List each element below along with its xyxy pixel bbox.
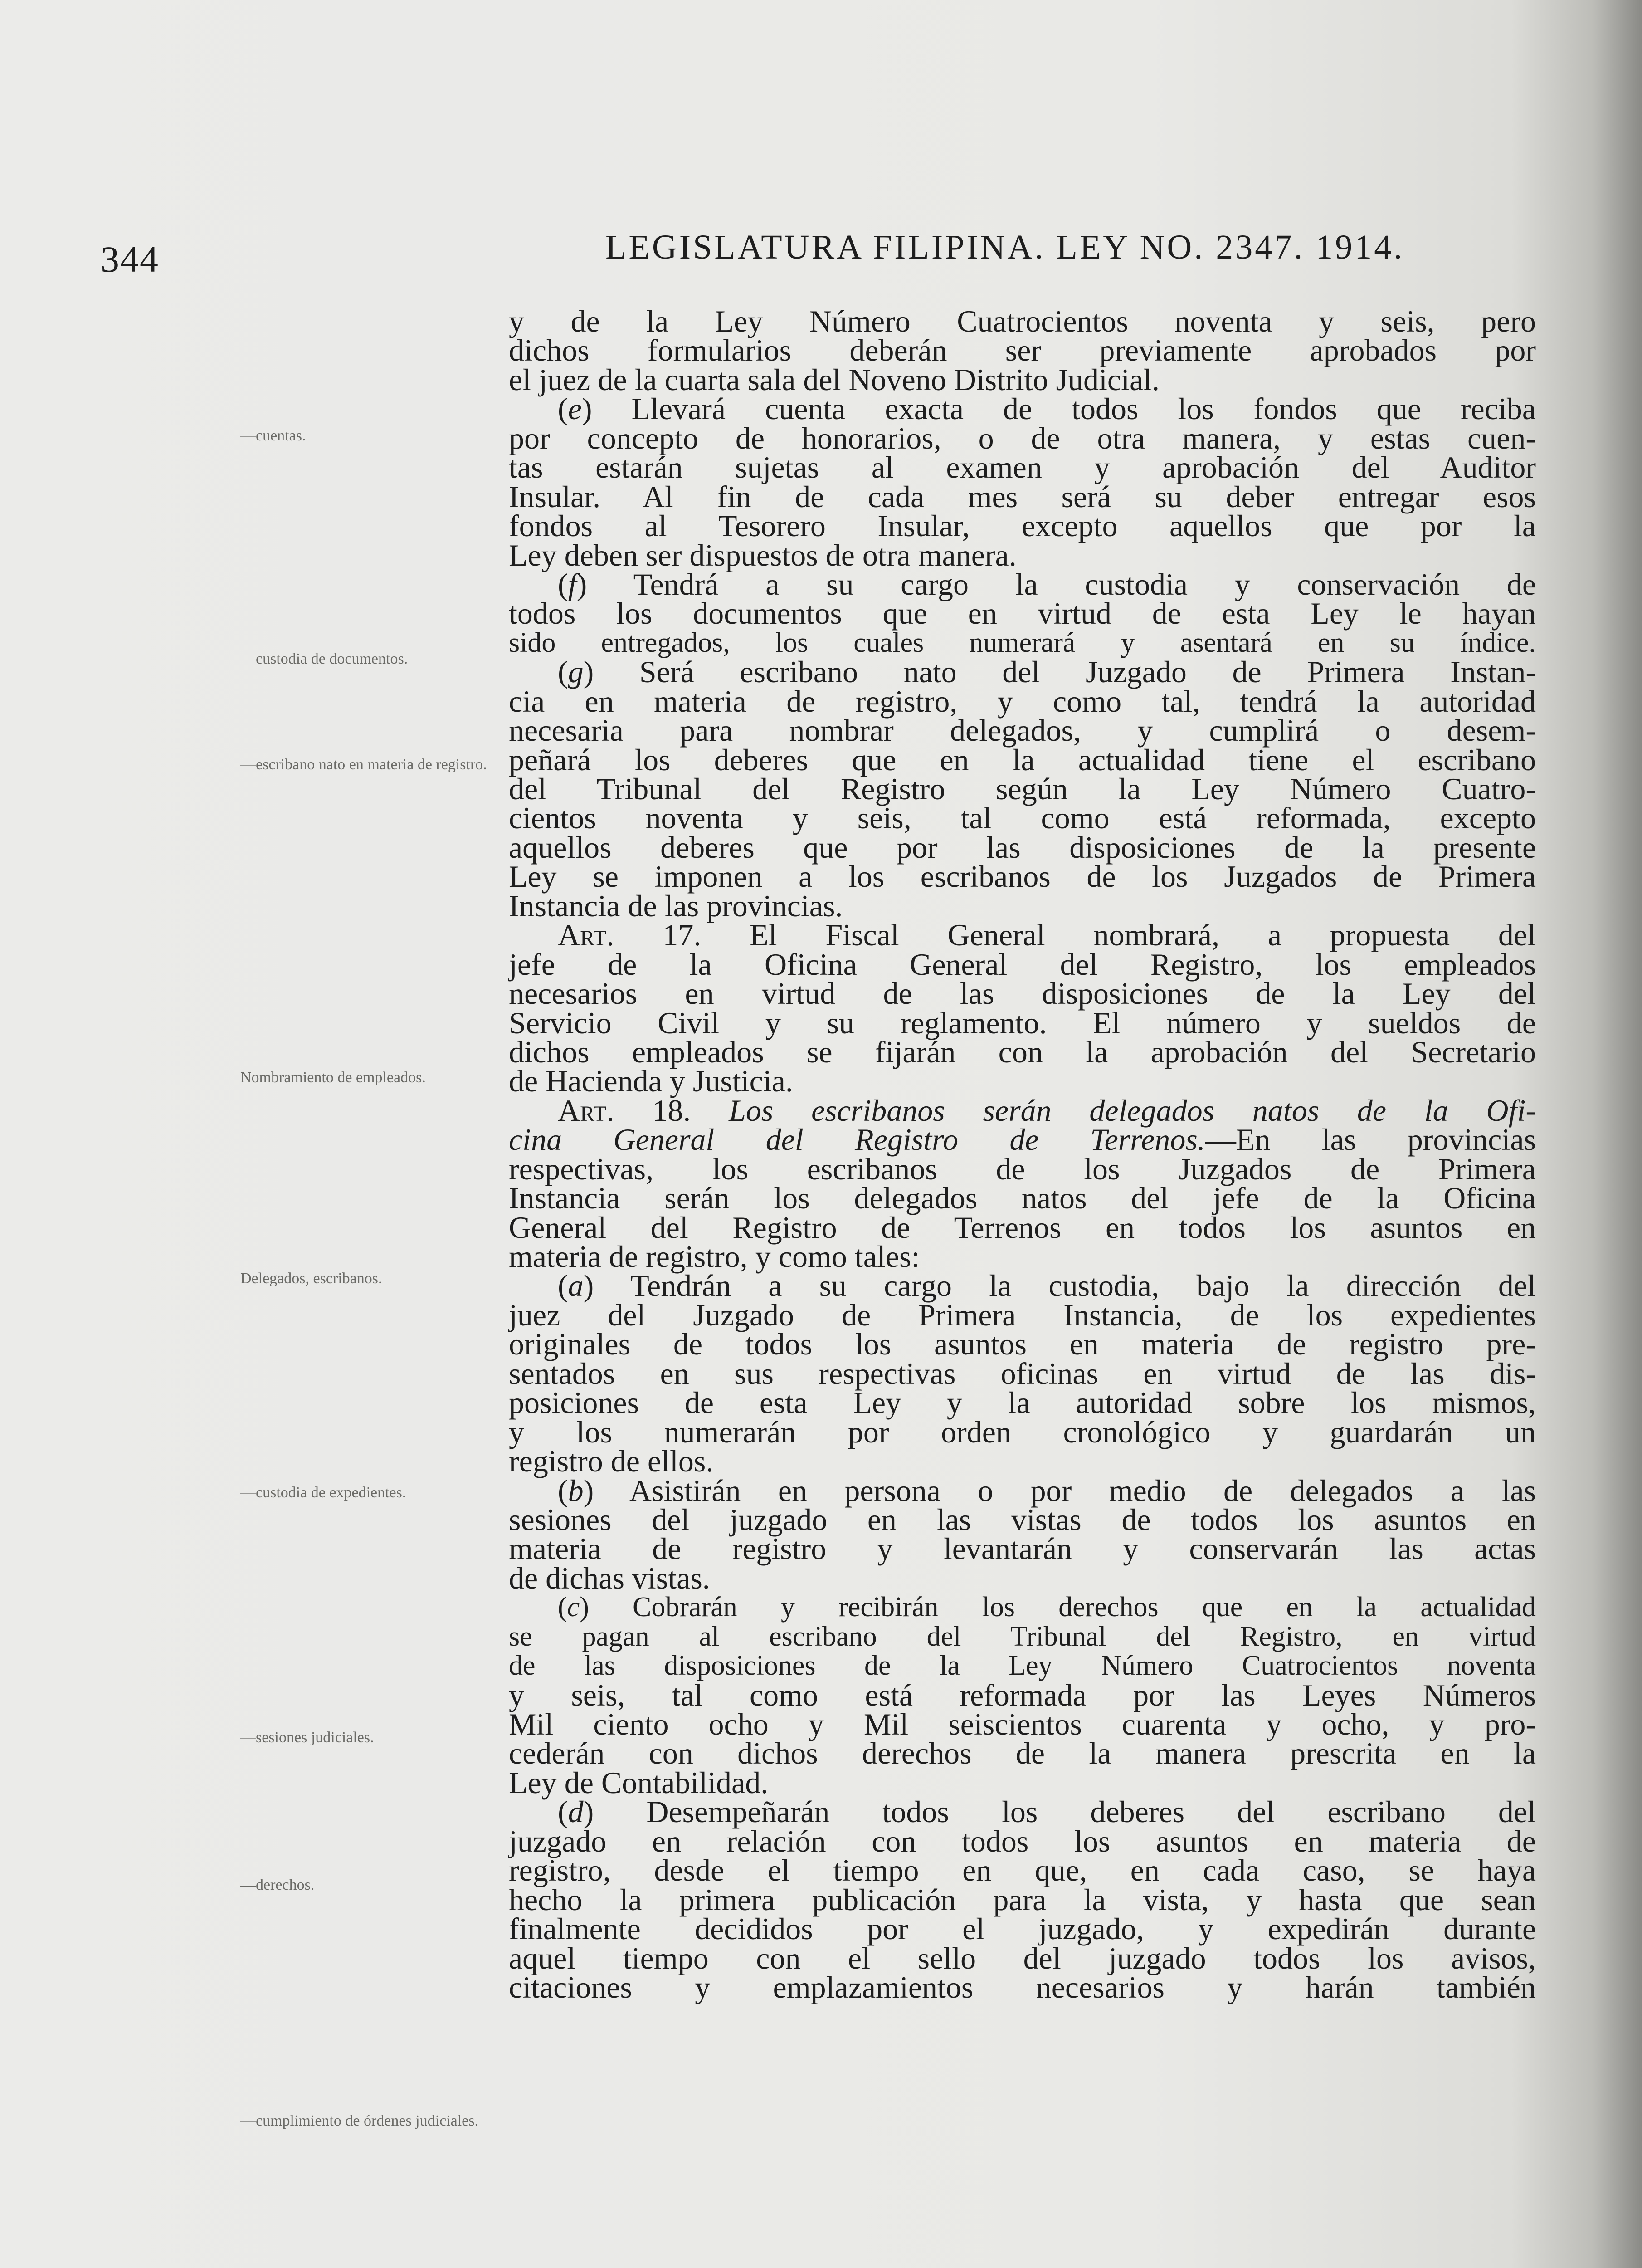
text-line: originales de todos los asuntos en materia de registro pre- [509, 1327, 1536, 1362]
text-line: juzgado en relación con todos los asuntos en materia de [509, 1823, 1536, 1858]
text-line: cientos noventa y seis, tal como está reformada, excepto [509, 801, 1536, 836]
text-line: materia de registro, y como tales: [509, 1239, 920, 1274]
text-line: cia en materia de registro, y como tal, tendrá la autoridad [509, 684, 1536, 719]
margin-note: —cumplimiento de órdenes judiciales. [240, 2112, 478, 2129]
text-line: Insular. Al fin de cada mes será su deber entregar esos [509, 479, 1536, 514]
text-line: el juez de la cuarta sala del Noveno Distrito Judicial. [509, 362, 1160, 397]
text-line: Mil ciento ocho y Mil seiscientos cuarenta y ocho, y pro- [509, 1707, 1536, 1741]
text-line: fondos al Tesorero Insular, excepto aquellos que por la [509, 508, 1536, 543]
text-line: registro, desde el tiempo en que, en cada caso, se haya [509, 1853, 1536, 1888]
text-line: Art. 18. Los escribanos serán delegados natos de la Ofi- [558, 1093, 1536, 1128]
text-line: necesarios en virtud de las disposiciones de la Ley del [509, 976, 1536, 1011]
text-line: General del Registro de Terrenos en todos los asuntos en [509, 1210, 1536, 1245]
text-line: cederán con dichos derechos de la manera prescrita en la [509, 1736, 1536, 1771]
text-line: de Hacienda y Justicia. [509, 1064, 793, 1099]
text-line: tas estarán sujetas al examen y aprobación del Auditor [509, 450, 1536, 485]
margin-note: —custodia de documentos. [240, 650, 408, 667]
running-head: LEGISLATURA FILIPINA. LEY NO. 2347. 1914. [605, 228, 1405, 266]
text-line: juez del Juzgado de Primera Instancia, de los expedientes [509, 1297, 1536, 1332]
text-line: (g) Será escribano nato del Juzgado de Primera Instan- [558, 655, 1536, 689]
text-line: dichos empleados se fijarán con la aprobación del Secretario [509, 1034, 1536, 1069]
text-line: Instancia serán los delegados natos del jefe de la Oficina [509, 1181, 1536, 1216]
text-line: (f) Tendrá a su cargo la custodia y conservación de [558, 567, 1536, 601]
text-line: citaciones y emplazamientos necesarios y harán también [509, 1970, 1536, 2004]
text-line: dichos formularios deberán ser previamente aprobados por [509, 333, 1536, 368]
margin-note: —escribano nato en materia de registro. [240, 756, 487, 773]
text-line: sido entregados, los cuales numerará y asentará en su índice. [509, 627, 1536, 658]
text-line: de las disposiciones de la Ley Número Cuatrocientos noventa [509, 1650, 1536, 1681]
text-line: posiciones de esta Ley y la autoridad sobre los mismos, [509, 1385, 1536, 1420]
text-line: respectivas, los escribanos de los Juzgados de Primera [509, 1151, 1536, 1186]
text-line: jefe de la Oficina General del Registro, los empleados [509, 947, 1536, 982]
text-line: hecho la primera publicación para la vista, y hasta que sean [509, 1882, 1536, 1917]
text-line: sentados en sus respectivas oficinas en virtud de las dis- [509, 1356, 1536, 1391]
text-line: Art. 17. El Fiscal General nombrará, a propuesta del [558, 918, 1536, 953]
text-line: por concepto de honorarios, o de otra manera, y estas cuen- [509, 420, 1536, 455]
text-line: peñará los deberes que en la actualidad tiene el escribano [509, 742, 1536, 777]
page-number: 344 [101, 239, 159, 280]
body-text [509, 304, 1536, 2004]
margin-note: —sesiones judiciales. [240, 1729, 374, 1746]
text-line: (a) Tendrán a su cargo la custodia, bajo la dirección del [558, 1268, 1536, 1303]
text-line: de dichas vistas. [509, 1560, 710, 1595]
text-line: Ley se imponen a los escribanos de los Juzgados de Primera [509, 859, 1536, 894]
text-line: y los numerarán por orden cronológico y guardarán un [509, 1414, 1536, 1449]
margin-note: —custodia de expedientes. [240, 1484, 406, 1501]
margin-note: Delegados, escribanos. [240, 1270, 382, 1287]
text-line: necesaria para nombrar delegados, y cumplirá o desem- [509, 713, 1536, 748]
text-line: (e) Llevará cuenta exacta de todos los fondos que reciba [558, 391, 1536, 426]
text-line: Instancia de las provincias. [509, 888, 843, 923]
text-line: Ley de Contabilidad. [509, 1765, 769, 1800]
text-line: Ley deben ser dispuestos de otra manera. [509, 538, 1017, 572]
text-line: todos los documentos que en virtud de esta Ley le hayan [509, 596, 1536, 631]
text-line: del Tribunal del Registro según la Ley Número Cuatro- [509, 772, 1536, 806]
margin-note: —cuentas. [240, 427, 306, 444]
text-line: registro de ellos. [509, 1444, 714, 1479]
margin-note: —derechos. [240, 1877, 315, 1893]
text-line: Servicio Civil y su reglamento. El número y sueldos de [509, 1005, 1536, 1040]
text-line: (b) Asistirán en persona o por medio de delegados a las [558, 1473, 1536, 1508]
text-line: (c) Cobrarán y recibirán los derechos que en la actualidad [558, 1592, 1536, 1623]
text-line: sesiones del juzgado en las vistas de todos los asuntos en [509, 1502, 1536, 1537]
text-line: cina General del Registro de Terrenos.—En las provincias [509, 1122, 1536, 1157]
text-line: y de la Ley Número Cuatrocientos noventa y seis, pero [509, 304, 1536, 338]
text-line: aquellos deberes que por las disposiciones de la presente [509, 830, 1536, 865]
text-line: aquel tiempo con el sello del juzgado todos los avisos, [509, 1941, 1536, 1975]
text-line: y seis, tal como está reformada por las Leyes Números [509, 1677, 1536, 1712]
margin-note: Nombramiento de empleados. [240, 1069, 426, 1086]
text-line: (d) Desempeñarán todos los deberes del escribano del [558, 1794, 1536, 1829]
text-line: finalmente decididos por el juzgado, y expedirán durante [509, 1911, 1536, 1946]
text-line: materia de registro y levantarán y conservarán las actas [509, 1531, 1536, 1566]
text-line: se pagan al escribano del Tribunal del Registro, en virtud [509, 1621, 1536, 1652]
